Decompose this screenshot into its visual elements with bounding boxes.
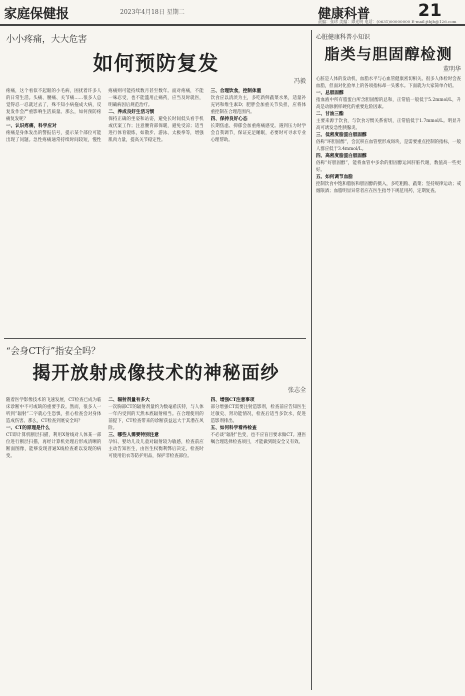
subheading: 一、CT的原理是什么 bbox=[6, 426, 50, 431]
article-pain bbox=[6, 32, 306, 334]
article-kicker: 小小疼痛，大大危害 bbox=[6, 35, 88, 45]
article-divider bbox=[4, 338, 306, 339]
article-ct bbox=[6, 344, 306, 690]
page-header bbox=[0, 0, 465, 26]
paragraph: 不必谈“辐射”色变，也不应盲目要求做CT。遵医嘱合理选择检查项目，才能做到既安全又有效。 bbox=[210, 433, 306, 445]
paragraph: 长期焦虑、抑郁会加重疼痛感受。遇到压力时学会自我调节，保证充足睡眠，必要时可寻求专业心理帮助。 bbox=[210, 124, 306, 143]
article-kicker: 心脏健康科普小知识 bbox=[316, 34, 371, 41]
article-title: 如何预防复发 bbox=[93, 51, 219, 75]
article-kicker: “会身CT行”指安全吗？ bbox=[6, 347, 101, 357]
issue-date: 2023年4月18日 星期二 bbox=[120, 9, 185, 16]
paragraph: 主要来源于饮食，与饮食习惯关系密切，正常值低于1.7mmol/L。明显升高可诱发急性胰腺炎。 bbox=[316, 119, 461, 131]
subheading: 五、如何科学看待检查 bbox=[210, 426, 257, 431]
subheading: 五、如何调节血脂 bbox=[316, 175, 353, 180]
subheading: 三、低密度脂蛋白胆固醇 bbox=[316, 133, 367, 138]
article-author: 冯毅 bbox=[293, 78, 306, 85]
subheading: 三、合理饮食，控制体重 bbox=[210, 89, 262, 94]
editor-info: 责编：张珍 美编：谭光明 电话：(0631)00000000 E-mail:jtbjb@126.com bbox=[318, 19, 457, 24]
subheading: 二、辐射剂量有多大 bbox=[108, 398, 150, 403]
subheading: 二、养成良好生活习惯 bbox=[108, 110, 155, 115]
paragraph: 随着医学影像技术的飞速发展，CT检查已成为临床诊断中不可或缺的重要手段。然而，很多人一听到“辐射”二字就心生恐惧，担心检查会对身体造成伤害。那么，CT检查到底安全吗？ bbox=[6, 398, 102, 424]
paragraph: 饮食应以清淡为主，多吃新鲜蔬菜水果，适量补充钙和维生素D；肥胖会加重关节负担，应将体重控制在合理范围内。 bbox=[210, 96, 306, 115]
paragraph: 俗称“好胆固醇”，能将血管中多余的胆固醇运回肝脏代谢，数值高一些更好。 bbox=[316, 161, 461, 173]
section-title: 健康科普 bbox=[318, 7, 371, 22]
subheading: 四、高密度脂蛋白胆固醇 bbox=[316, 154, 367, 159]
subheading: 二、甘油三酯 bbox=[316, 112, 344, 117]
paragraph: 孕妇、婴幼儿及儿童对辐射较为敏感，检查前应主动告知医生，由医生权衡利弊后决定。检查时可使用铅衣等防护用品，保护非检查部位。 bbox=[108, 440, 204, 459]
paragraph: CT即计算机断层扫描，利用X射线对人体某一部位进行断层扫描，再经计算机处理后形成清晰的断面图像，能够发现普通X线检查难以发现的病变。 bbox=[6, 433, 102, 459]
subheading: 四、保持良好心态 bbox=[210, 117, 248, 122]
column-divider bbox=[311, 30, 312, 690]
subheading: 三、哪些人需要特别注意 bbox=[108, 433, 159, 438]
article-title: 揭开放射成像技术的神秘面纱 bbox=[32, 363, 280, 384]
paragraph: 控制饮食中饱和脂肪和胆固醇的摄入，多吃粗粮、蔬菜；坚持规律运动；戒烟限酒；血脂明显异常者应在医生指导下规范用药，定期复查。 bbox=[316, 182, 461, 194]
paragraph: 心脏是人体的发动机，血脂水平与心血管健康密切相关。很多人体检时会查血脂，但面对化验单上的各项指标却一头雾水。下面就为大家简单介绍。 bbox=[316, 77, 461, 89]
paragraph: 保持正确的坐姿和站姿，避免长时间低头看手机或伏案工作；注意腰背部保暖，避免受凉；适当进行体育锻炼，如散步、游泳、太极拳等，增强肌肉力量，提高关节稳定性。 bbox=[108, 117, 204, 143]
page-number: 21 bbox=[418, 1, 442, 21]
paragraph: 疼痛是身体发出的警报信号，提示某个部位可能出现了问题。急性疼痛通常持续时间较短，慢性疼痛则可能持续数月甚至数年。面对疼痛，不能一味忍受，也不能滥用止痛药，应当及时就医，明确病因后规范治疗。 bbox=[6, 89, 204, 143]
article-author: 张志全 bbox=[287, 387, 306, 394]
newspaper-brand: 家庭保健报 bbox=[4, 7, 70, 22]
subheading: 一、认识疼痛，科学应对 bbox=[6, 124, 57, 129]
paragraph: 指血液中所有脂蛋白所含胆固醇的总和，正常值一般低于5.2mmol/L，升高是动脉粥样硬化的重要危险因素。 bbox=[316, 98, 461, 110]
paragraph: 部分增强CT需要注射造影剂，检查前应告知医生过敏史、肾功能情况，检查后适当多饮水，促进造影剂排出。 bbox=[210, 405, 306, 424]
article-title: 脂类与胆固醇检测 bbox=[324, 45, 453, 63]
subheading: 四、增强CT注意事项 bbox=[210, 398, 255, 403]
article-lipids bbox=[316, 32, 461, 690]
paragraph: 俗称“坏胆固醇”，会沉积在血管壁形成斑块，是需要重点控制的指标，一般人群应低于3.4mmol/L。 bbox=[316, 140, 461, 152]
subheading: 一、总胆固醇 bbox=[316, 91, 344, 96]
paragraph: 一次胸部CT的辐射剂量约为数毫希沃特，与人体一年内受到的天然本底辐射相当。在合理使用的前提下，CT检查带来的诊断获益远大于其潜在风险。 bbox=[108, 405, 204, 431]
paragraph: 疼痛，这个看似不起眼的小毛病，困扰着许多人的日常生活。头痛、腰痛、关节痛……很多人总觉得忍一忍就过去了，殊不知小病拖成大病，反复发作会严重影响生活质量。那么，如何预防疼痛复发呢？ bbox=[6, 89, 102, 122]
article-author: 董明华 bbox=[442, 66, 461, 73]
